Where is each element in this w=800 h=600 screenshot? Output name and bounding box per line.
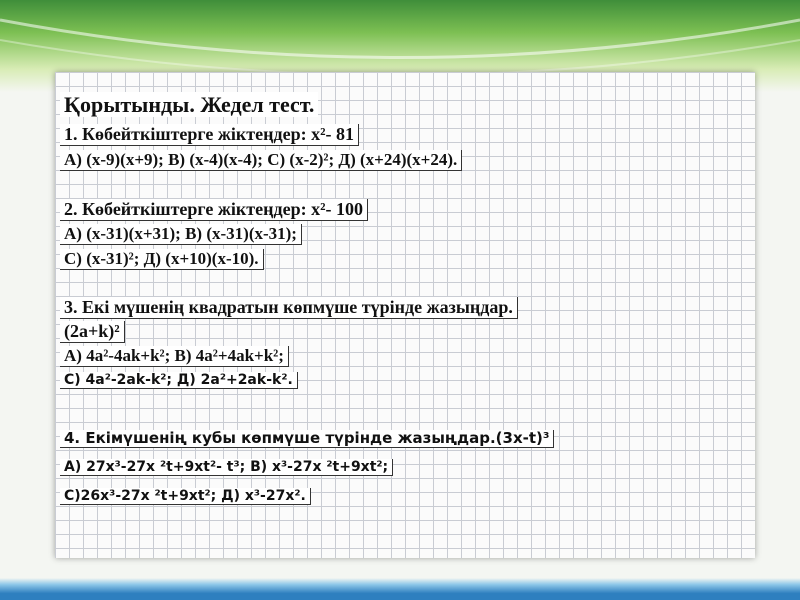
question-1-answers: А) (x-9)(x+9); В) (x-4)(x-4); С) (x-2)²; Д) (x+24)(x+24). — [60, 150, 462, 171]
question-2-answers-2: С) (x-31)²; Д) (x+10)(x-10). — [60, 249, 264, 270]
bottom-banner — [0, 578, 800, 600]
question-3-answers-1: А) 4a²-4ak+k²; В) 4a²+4ak+k²; — [60, 346, 289, 367]
question-4-answers-2: С)26x³-27x ²t+9xt²; Д) x³-27x². — [60, 488, 311, 505]
question-4-answers-1: А) 27x³-27x ²t+9xt²- t³; В) x³-27x ²t+9xt²; — [60, 459, 393, 476]
question-2-answers-1: А) (x-31)(x+31); В) (x-31)(x-31); — [60, 224, 302, 245]
question-2: 2. Көбейткіштерге жіктеңдер: x²- 100 — [60, 199, 368, 221]
slide-title: Қорытынды. Жедел тест. — [60, 92, 318, 117]
question-4: 4. Екімүшенің кубы көпмүше түрінде жазыңдар.(3x-t)³ — [60, 430, 554, 448]
question-1: 1. Көбейткіштерге жіктеңдер: x²- 81 — [60, 124, 359, 146]
question-3-expression: (2a+k)² — [60, 321, 125, 343]
question-3: 3. Екі мүшенің квадратын көпмүше түрінде жазыңдар. — [60, 297, 518, 319]
grid-paper — [55, 72, 755, 558]
question-3-answers-2: С) 4a²-2ak-k²; Д) 2a²+2ak-k². — [60, 372, 298, 389]
